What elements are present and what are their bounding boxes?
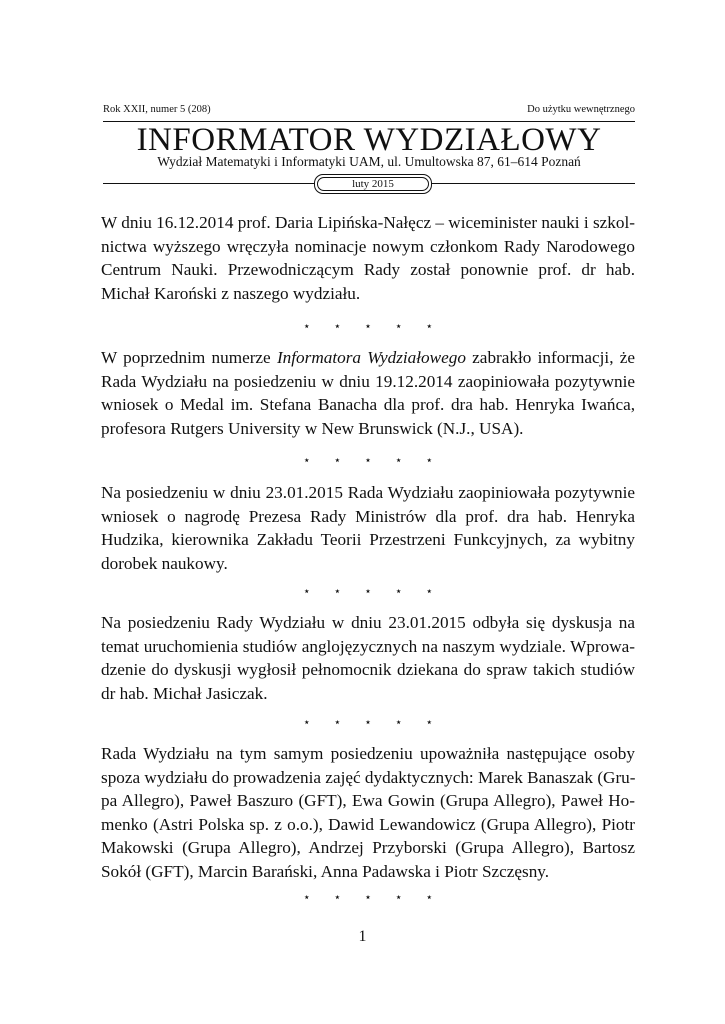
news-item-3 — [101, 481, 635, 575]
star-icon: ⋆ — [394, 584, 403, 598]
news-item-5 — [101, 742, 635, 883]
issue-date-box — [314, 174, 432, 194]
star-icon: ⋆ — [425, 319, 433, 333]
section-separator — [303, 715, 433, 729]
newsletter-title: INFORMATOR WYDZIAŁOWY — [136, 122, 602, 158]
text-line: nictwa wyższego wręczyła nominacje nowym członkom Rady Narodowego — [101, 236, 635, 256]
text-line — [101, 346, 635, 370]
star-icon: ⋆ — [394, 453, 403, 467]
section-separator — [303, 890, 433, 904]
page-number: 1 — [358, 928, 367, 945]
text-line: Sokół (GFT), Marcin Barański, Anna Padawska i Piotr Szczęsny. — [101, 861, 550, 881]
star-icon: ⋆ — [364, 319, 372, 333]
star-icon: ⋆ — [303, 319, 311, 333]
star-icon: ⋆ — [303, 584, 311, 598]
text-line: dzenie do dyskusji wygłosił pełnomocnik dziekana do spraw takich studiów — [101, 660, 635, 679]
star-icon: ⋆ — [333, 715, 342, 729]
text-line: W dniu 16.12.2014 prof. Daria Lipińska-Nałęcz – wiceminister nauki i szkol- — [101, 213, 635, 232]
star-icon: ⋆ — [303, 715, 311, 729]
star-icon: ⋆ — [394, 890, 403, 904]
faculty-address: Wydział Matematyki i Informatyki UAM, ul. Umultowska 87, 61–614 Poznań — [157, 154, 581, 169]
text-line: pa Allegro), Paweł Baszuro (GFT), Ewa Gowin (Grupa Allegro), Paweł Ho- — [101, 791, 635, 810]
text-line: menko (Astri Polska sp. z o.o.), Dawid Lewandowicz (Grupa Allegro), Piotr — [101, 814, 635, 834]
star-icon: ⋆ — [425, 453, 433, 467]
masthead-top-line — [103, 104, 635, 118]
text-run: W poprzednim numerze — [101, 348, 277, 367]
issue-number: Rok XXII, numer 5 (208) — [103, 104, 211, 115]
star-icon: ⋆ — [333, 319, 342, 333]
text-line: Makowski (Grupa Allegro), Andrzej Przyborski (Grupa Allegro), Bartosz — [101, 838, 635, 857]
section-separator — [303, 584, 433, 598]
star-icon: ⋆ — [303, 890, 311, 904]
star-icon: ⋆ — [303, 453, 311, 467]
star-icon: ⋆ — [364, 584, 372, 598]
star-icon: ⋆ — [333, 453, 342, 467]
text-line: spoza wydziału do prowadzenia zajęć dydaktycznych: Marek Banaszak (Gru- — [101, 767, 636, 787]
star-icon: ⋆ — [394, 715, 403, 729]
star-icon: ⋆ — [364, 453, 372, 467]
star-icon: ⋆ — [364, 890, 372, 904]
section-separator — [303, 453, 433, 467]
star-icon: ⋆ — [333, 584, 342, 598]
text-line: Rada Wydziału na posiedzeniu w dniu 19.12.2014 zaopiniowała pozytywnie — [101, 371, 635, 391]
star-icon: ⋆ — [364, 715, 372, 729]
text-line: wniosek o Medal im. Stefana Banacha dla prof. dra hab. Henryka Iwańca, — [101, 395, 635, 414]
star-icon: ⋆ — [394, 319, 403, 333]
section-separator — [303, 319, 433, 333]
text-line: profesora Rutgers University w New Brunswick (N.J., USA). — [101, 418, 524, 438]
text-line: Hudzika, kierownika Zakładu Teorii Przestrzeni Funkcyjnych, za wybitny — [101, 530, 635, 549]
text-line: Centrum Nauki. Przewodniczącym Rady został ponownie prof. dr hab. — [101, 260, 635, 279]
news-item-1 — [101, 211, 635, 305]
text-line: Rada Wydziału na tym samym posiedzeniu upoważniła następujące osoby — [101, 744, 635, 763]
news-item-2 — [101, 346, 635, 440]
text-line: wniosek o nagrodę Prezesa Rady Ministrów dla prof. dra hab. Henryka — [101, 506, 635, 526]
star-icon: ⋆ — [425, 584, 433, 598]
text-line: Na posiedzeniu w dniu 23.01.2015 Rada Wydziału zaopiniowała pozytywnie — [101, 483, 635, 502]
text-line: Michał Karoński z naszego wydziału. — [101, 283, 361, 303]
text-line: dr hab. Michał Jasiczak. — [101, 683, 268, 703]
text-line: temat uruchomienia studiów anglojęzycznych na naszym wydziale. Wprowa- — [101, 636, 635, 656]
issue-date: luty 2015 — [317, 177, 429, 191]
publication-title: Informatora Wydziałowego — [276, 348, 466, 367]
text-line: dorobek naukowy. — [101, 553, 228, 573]
star-icon: ⋆ — [425, 890, 433, 904]
text-run: zabrakło informacji, że — [465, 348, 636, 367]
news-item-4 — [101, 611, 635, 705]
star-icon: ⋆ — [425, 715, 433, 729]
distribution-note: Do użytku wewnętrznego — [527, 104, 635, 115]
star-icon: ⋆ — [333, 890, 342, 904]
text-line: Na posiedzeniu Rady Wydziału w dniu 23.01.2015 odbyła się dyskusja na — [101, 613, 635, 632]
